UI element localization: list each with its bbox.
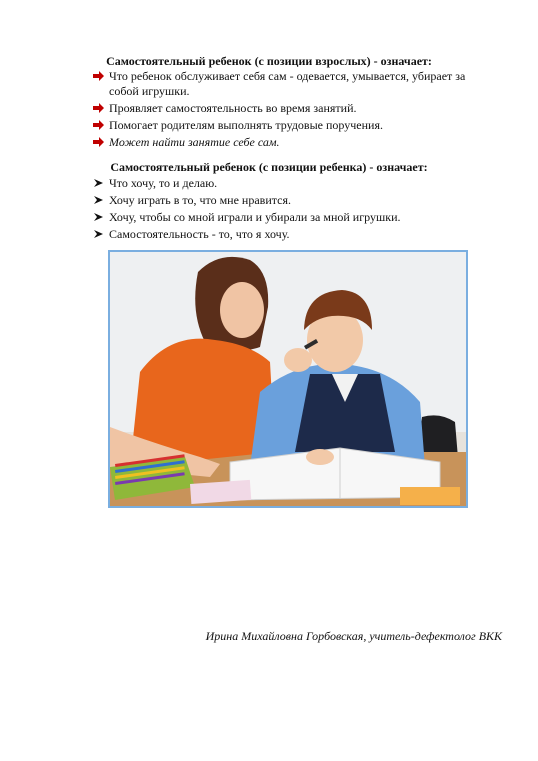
section-adult-heading: Самостоятельный ребенок (с позиции взрослых) - означает: bbox=[106, 54, 432, 68]
section-child-heading: Самостоятельный ребенок (с позиции ребенка) - означает: bbox=[110, 160, 428, 174]
child-list bbox=[93, 176, 493, 244]
arrowhead-bullet-icon bbox=[93, 212, 104, 222]
red-arrow-bullet-icon bbox=[93, 120, 104, 130]
list-item: Самостоятельность - то, что я хочу. bbox=[93, 227, 493, 242]
list-item: Что ребенок обслуживает себя сам - одевается, умывается, убирает за собой игрушки. bbox=[93, 69, 493, 99]
red-arrow-bullet-icon bbox=[93, 137, 104, 147]
list-item: Проявляет самостоятельность во время занятий. bbox=[93, 101, 493, 116]
list-item: Хочу, чтобы со мной играли и убирали за мной игрушки. bbox=[93, 210, 493, 225]
list-item: Может найти занятие себе сам. bbox=[93, 135, 493, 150]
red-arrow-bullet-icon bbox=[93, 103, 104, 113]
list-item: Помогает родителям выполнять трудовые поручения. bbox=[93, 118, 493, 133]
arrowhead-bullet-icon bbox=[93, 195, 104, 205]
arrowhead-bullet-icon bbox=[93, 229, 104, 239]
teacher-child-photo bbox=[108, 250, 468, 508]
red-arrow-bullet-icon bbox=[93, 71, 104, 81]
list-item: Хочу играть в то, что мне нравится. bbox=[93, 193, 493, 208]
list-item: Что хочу, то и делаю. bbox=[93, 176, 493, 191]
author-signature: Ирина Михайловна Горбовская, учитель-дефектолог ВКК bbox=[205, 629, 502, 643]
adult-list bbox=[93, 69, 493, 152]
arrowhead-bullet-icon bbox=[93, 178, 104, 188]
